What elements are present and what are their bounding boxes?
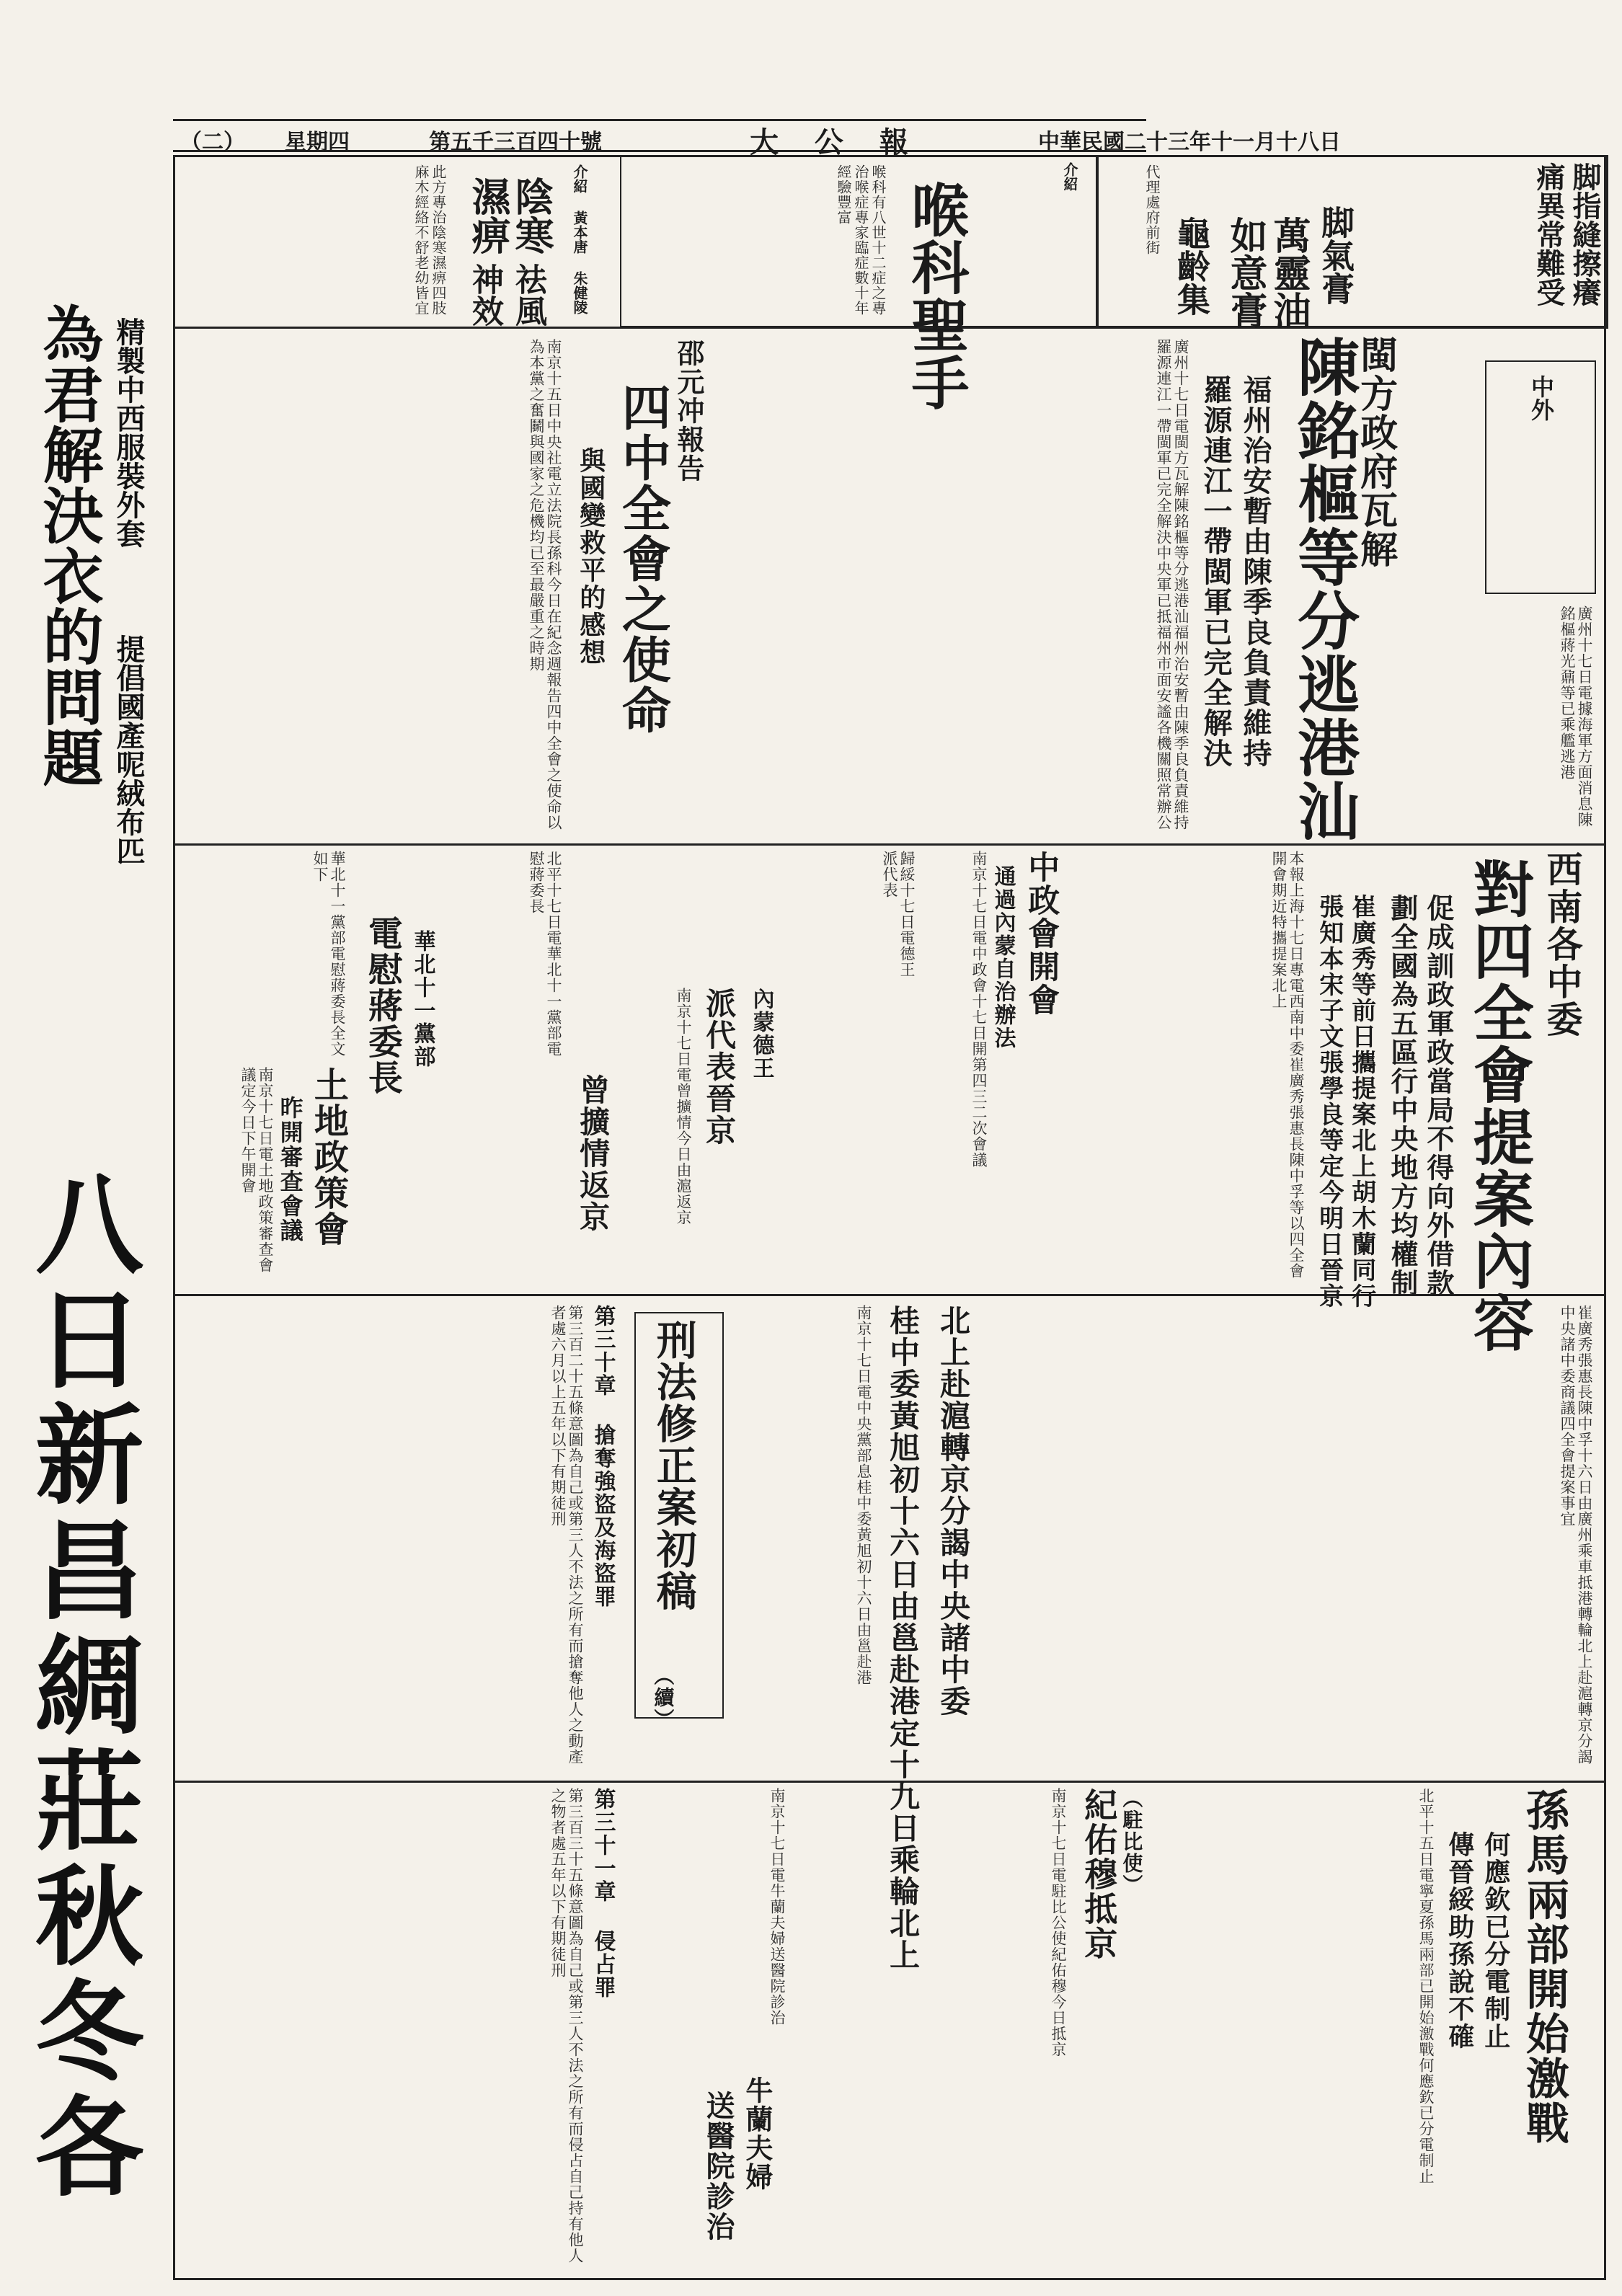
wind-ad-cure2: 濕痹: [466, 177, 512, 254]
handwriting-line1: 為君解決衣的問題: [33, 303, 104, 787]
criminal-head: 刑法修正案初稿: [650, 1319, 698, 1612]
land-body: 南京十七日電土地政策審查會議定今日下午開會: [239, 1067, 274, 1273]
fujian-sub2: 羅源連江一帶閩軍已完全解決: [1199, 375, 1233, 768]
wind-ad-cure3: 祛風: [510, 263, 546, 327]
sunma-sub1: 何應欽已分電制止: [1480, 1831, 1511, 2050]
row-divider-1: [173, 843, 1604, 846]
wind-ad-cure1: 陰寒: [509, 177, 555, 254]
section-tag: 中外: [1528, 375, 1555, 421]
conf-body: 南京十七日電中政會十七日開第四三二次會議: [970, 851, 988, 1168]
masthead-date: 中華民國二十三年十一月十八日: [1038, 130, 1341, 155]
sw-body: 本報上海十七日專電西南中委崔廣秀張惠長陳中孚等以四全會開會期近特攜提案北上: [1270, 851, 1305, 1279]
foot-ad-brand: 萬靈油: [1267, 216, 1311, 329]
beishang-head2: 桂中委黃旭初十六日由邕赴港定十九日乘輪北上: [885, 1305, 921, 1971]
right-border: [1604, 155, 1606, 2278]
hua-head: 電慰蔣委長: [362, 916, 403, 1096]
criminal-ch30: 第三十章 搶奪強盜及海盜罪: [590, 1305, 616, 1608]
handwriting-line3: 提倡國產呢絨布匹: [112, 634, 145, 865]
ji-head: 紀佑穆抵京: [1079, 1788, 1119, 1961]
niu-sub: 送醫院診治: [701, 2091, 735, 2242]
land-sub: 昨開審查會議: [276, 1096, 304, 1243]
sw-sub1: 促成訓政軍政當局不得向外借款: [1422, 894, 1455, 1298]
left-border: [173, 155, 175, 2278]
shao-sub: 與國變救平的感想: [575, 447, 606, 666]
throat-ad-text: 喉科有八世十二症之專治喉症專家臨症數十年經驗豐富: [835, 164, 887, 316]
ji-body: 南京十七日電駐比公使紀佑穆今日抵京: [1050, 1788, 1067, 2057]
foot-ad-title1: 脚指縫擦癢: [1568, 162, 1602, 306]
criminal-cont: （續）: [651, 1665, 675, 1730]
criminal-body: 第三百二十五條意圖為自己或第三人不法之所有而搶奪他人之動產者處六月以上五年以下有期徒刑: [549, 1305, 584, 1765]
fujian-body-right: 廣州十七日電據海軍方面消息陳銘樞蔣光鼐等已乘艦逃港: [1559, 606, 1593, 828]
conf-sub: 通過內蒙自治辦法: [990, 865, 1016, 1050]
sw-sub3: 崔廣秀等前日攜提案北上胡木蘭同行: [1347, 894, 1376, 1309]
mongolia-body: 歸綏十七日電德王派代表: [881, 851, 916, 978]
sw-sub4: 張知本宋子文張學良等定今明日晉京: [1314, 894, 1344, 1309]
foot-ad-brand2: 如意膏: [1223, 216, 1267, 329]
beishang-body2: 南京十七日電中央黨部息桂中委黃旭初十六日由邕赴港: [855, 1305, 872, 1685]
hua-sub: 華北十一黨部: [409, 930, 435, 1068]
beishang-head1: 北上赴滬轉京分謁中央諸中委: [936, 1305, 972, 1717]
sunma-head: 孫馬兩部開始激戰: [1519, 1788, 1569, 2145]
sunma-body: 北平十五日電寧夏孫馬兩部已開始激戰何應欽已分電制止: [1417, 1788, 1435, 2184]
hua-body: 北平十七日電華北十一黨部電慰蔣委長: [528, 851, 562, 1057]
wind-ad-text: 此方專治陰寒濕痹四肢麻木經絡不舒老幼皆宜: [412, 164, 447, 316]
niu-body: 南京十七日電牛蘭夫婦送醫院診治: [768, 1788, 786, 2026]
bottom-border: [173, 2278, 1606, 2280]
fujian-head-main: 陳銘樞等分逃港汕: [1287, 335, 1360, 843]
niu-head: 牛蘭夫婦: [740, 2076, 774, 2191]
land-head: 土地政策會: [308, 1067, 349, 1247]
sw-head-small: 西南各中委: [1541, 851, 1584, 1038]
throat-ad-title: 喉科聖手: [902, 180, 970, 411]
foot-ad-product: 脚氣膏: [1316, 205, 1355, 305]
shao-body: 南京十五日中央社電立法院長孫科今日在紀念週報告四中全會之使命以為本黨之奮鬭與國家之危機均已至最嚴重之時期: [528, 339, 562, 830]
zeng-body: 南京十七日電曾擴情今日由滬返京: [675, 988, 692, 1225]
handwriting-big: 八日新昌綢莊秋冬各: [17, 1168, 142, 2206]
sw-sub2: 劃全國為五區行中央地方均權制: [1386, 894, 1419, 1298]
foot-ad-brand3: 龜齡集: [1172, 216, 1211, 316]
zeng-head: 曾擴情返京: [575, 1074, 611, 1233]
masthead-weekday: 星期四: [285, 130, 350, 155]
conf-head: 中政會開會: [1022, 851, 1060, 1016]
foot-ad-title2: 痛異常難受: [1532, 162, 1566, 306]
shao-author: 邵元冲報告: [672, 339, 705, 483]
criminal-ch31: 第三十一章 侵占罪: [590, 1788, 616, 1999]
sunma-sub2: 傳晉綏助孫說不確: [1444, 1831, 1475, 2050]
handwriting-line2: 精製中西服裝外套: [112, 317, 145, 548]
wind-ad-intro: 介紹 黃本唐 朱健陵: [571, 164, 588, 314]
mongolia-sub: 內蒙德王: [748, 988, 774, 1080]
beishang-body: 崔廣秀張惠長陳中孚十六日由廣州乘車抵港轉輪北上赴滬轉京分謁中央諸中委商議四全會提案事宜: [1559, 1305, 1593, 1765]
middle-left-body: 華北十一黨部電慰蔣委長全文如下: [311, 851, 346, 1057]
throat-ad-tag: 介紹: [1061, 162, 1078, 191]
fujian-head-small: 閩方政府瓦解: [1353, 335, 1398, 569]
criminal-body2: 第三百三十五條意圖為自己或第三人不法之所有而侵占自己持有他人之物者處五年以下有期徒刑: [549, 1788, 584, 2264]
masthead-paper-name: 大 公 報: [750, 125, 921, 159]
mongolia-head: 派代表晉京: [701, 988, 737, 1146]
masthead-page-number: （二）: [180, 130, 245, 155]
fujian-body: 廣州十七日電閩方瓦解陳銘樞等分逃港汕福州治安暫由陳季良負責維持羅源連江一帶閩軍已完全解決中央軍已抵福州市面安謐各機關照常辦公: [1155, 339, 1189, 830]
shao-head: 四中全會之使命: [613, 382, 672, 735]
foot-ad-text: 代理處府前街: [1143, 164, 1161, 255]
masthead-issue: 第五千三百四十號: [429, 130, 602, 155]
wind-ad-cure4: 神效: [466, 263, 503, 327]
fujian-sub1: 福州治安暫由陳季良負責維持: [1238, 375, 1272, 768]
ji-sub: （駐比使）: [1120, 1788, 1144, 1896]
sw-head-main: 對四全會提案內容: [1463, 858, 1535, 1354]
